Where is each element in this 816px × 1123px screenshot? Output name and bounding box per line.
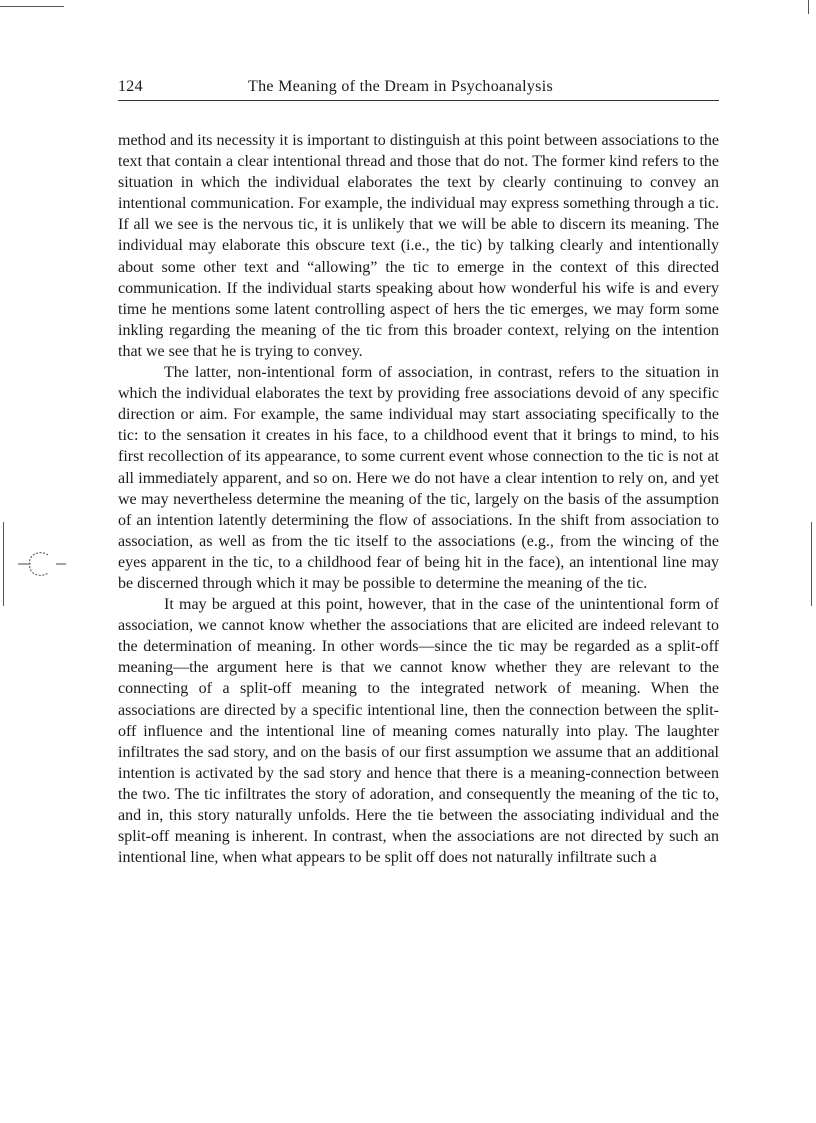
- paragraph: It may be argued at this point, however, that in the case of the unintentional form of association, we cannot know whether the associations that are elicited are indeed relevant to the determination of meaning. In other words—since the tic may be regarded as a split-off meaning—the argument here is that we cannot know whether they are relevant to the connecting of a split-off meaning to the integrated network of meaning. When the associations are directed by a specific intentional line, then the connection between the split-off influence and the intentional line of meaning comes naturally into play. The laughter infiltrates the sad story, and on the basis of our first assumption we assume that an additional intention is activated by the sad story and hence that there is a meaning-connection between the two. The tic infiltrates the story of adoration, and consequently the meaning of the tic to, and in, this story naturally unfolds. Here the tie between the associating individual and the split-off meaning is inherent. In contrast, when the associations are not directed by such an intentional line, when what appears to be split off does not naturally infiltrate such a: [118, 596, 719, 867]
- paragraph: The latter, non-intentional form of association, in contrast, refers to the situation in which the individual elaborates the text by providing free associations devoid of any specific direction or aim. For example, the same individual may start associating specifically to the tic: to the sensation it creates in his face, to a childhood event that it brings to mind, to his first recollection of its appearance, to some current event whose connection to the tic is not at all immediately apparent, and so on. Here we do not have a clear intention to rely on, and yet we may nevertheless determine the meaning of the tic, largely on the basis of the assumption of an intention latently determining the flow of associations. In the shift from association to association, as well as from the tic itself to the associations (e.g., from the wincing of the eyes apparent in the tic, to a childhood fear of being hit in the face), an intentional line may be discerned through which it may be possible to determine the meaning of the tic.: [118, 364, 719, 592]
- side-margin-mark-left: [3, 522, 4, 606]
- running-title: The Meaning of the Dream in Psychoanalysis: [248, 78, 553, 95]
- page-number: 124: [118, 78, 143, 95]
- crop-mark-top-left: [0, 6, 64, 7]
- running-header: [118, 78, 719, 101]
- body-text: [118, 130, 719, 868]
- registration-mark-icon: [18, 552, 68, 576]
- crop-mark-top-right: [808, 0, 809, 14]
- side-margin-mark-right: [811, 522, 812, 606]
- paragraph-continued: method and its necessity it is important to distinguish at this point between associations to the text that contain a clear intentional thread and those that do not. The former kind refers to the situation in which the individual elaborates the text by clearly continuing to convey an intentional communication. For example, the individual may express something through a tic. If all we see is the nervous tic, it is unlikely that we will be able to discern its meaning. The individual may elaborate this obscure text (i.e., the tic) by talking clearly and intentionally about some other text and “allowing” the tic to emerge in the context of this directed communication. If the individual starts speaking about how wonderful his wife is and every time he mentions some latent controlling aspect of hers the tic emerges, we may form some inkling regarding the meaning of the tic from this broader context, relying on the intention that we see that he is trying to convey.: [118, 132, 719, 360]
